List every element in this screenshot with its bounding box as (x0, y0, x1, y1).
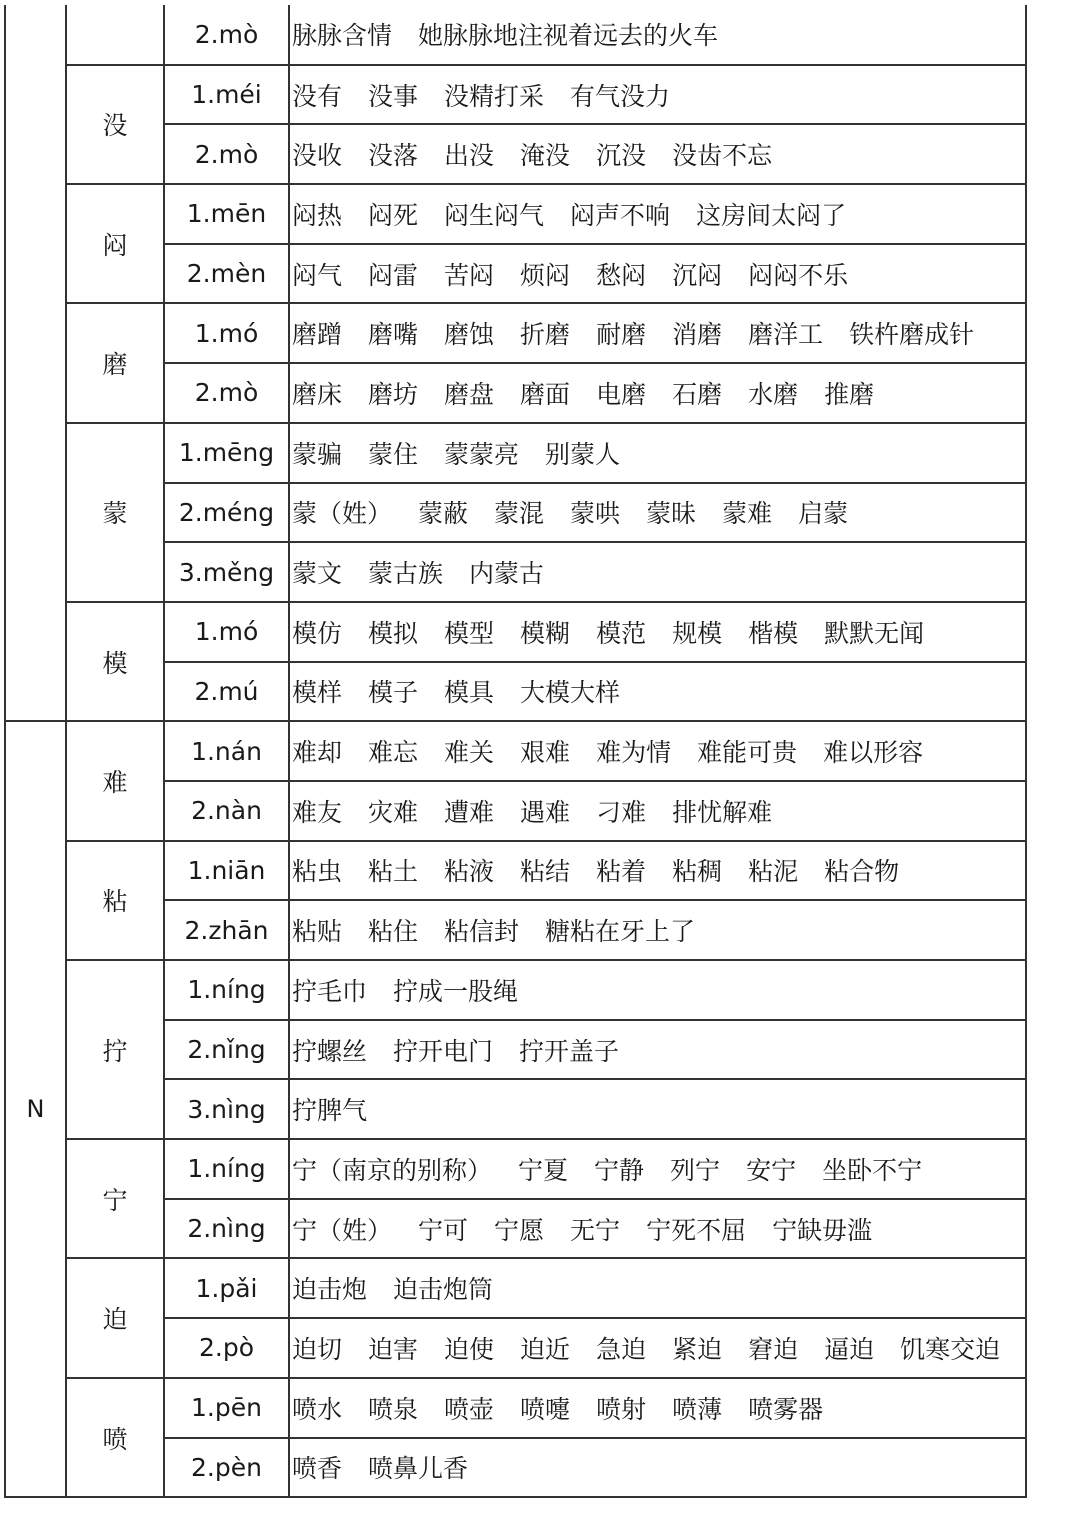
example-word: 喷嚏 (520, 1394, 571, 1424)
pinyin-reading: 3.nìng (164, 1079, 289, 1139)
example-words (289, 244, 1026, 304)
example-word: 粘虫 (292, 857, 343, 887)
pinyin-reading: 1.mēng (164, 423, 289, 483)
example-words (289, 542, 1026, 602)
example-word: 闷闷不乐 (748, 260, 849, 290)
example-word: 拧脾气 (292, 1096, 368, 1126)
example-word: 这房间太闷了 (696, 200, 847, 230)
example-word: 蒙骗 (292, 439, 343, 469)
example-words (289, 781, 1026, 841)
example-word: 迫害 (368, 1334, 419, 1364)
example-word: 粘泥 (748, 857, 799, 887)
pinyin-reading: 3.měng (164, 542, 289, 602)
polyphone-character: 粘 (66, 841, 164, 960)
example-word: 宁缺毋滥 (772, 1215, 873, 1245)
example-word: 愁闷 (596, 260, 647, 290)
example-words (289, 662, 1026, 722)
example-word: 蒙古族 (368, 559, 444, 589)
example-words (289, 1139, 1026, 1199)
example-word: 默默无闻 (824, 618, 925, 648)
example-word: 脉脉含情 (292, 21, 393, 51)
table-body (5, 5, 1026, 1497)
example-word: 粘信封 (444, 917, 520, 947)
example-word: 蒙住 (368, 439, 419, 469)
initial-letter: N (5, 721, 66, 1497)
example-word: 蒙（姓） (292, 499, 393, 529)
example-word: 模范 (596, 618, 647, 648)
example-words (289, 124, 1026, 184)
example-words (289, 1020, 1026, 1080)
example-word: 大模大样 (520, 678, 621, 708)
example-words (289, 5, 1026, 65)
example-word: 铁杵磨成针 (849, 320, 975, 350)
example-word: 无宁 (570, 1215, 621, 1245)
pinyin-reading: 2.zhān (164, 900, 289, 960)
example-word: 宁静 (594, 1155, 645, 1185)
example-word: 喷香 (292, 1454, 343, 1484)
polyphone-character: 难 (66, 721, 164, 840)
example-word: 苦闷 (444, 260, 495, 290)
example-word: 迫击炮筒 (393, 1275, 494, 1305)
example-words (289, 184, 1026, 244)
example-words (289, 1378, 1026, 1438)
table-row (5, 5, 1026, 65)
example-word: 难以形容 (823, 738, 924, 768)
polyphone-character: 迫 (66, 1258, 164, 1377)
pinyin-reading: 1.níng (164, 960, 289, 1020)
pinyin-reading: 2.mèn (164, 244, 289, 304)
polyphone-character: 拧 (66, 960, 164, 1139)
example-word: 她脉脉地注视着远去的火车 (418, 21, 719, 51)
example-word: 宁愿 (494, 1215, 545, 1245)
example-word: 模样 (292, 678, 343, 708)
example-word: 拧成一股绳 (393, 976, 519, 1006)
example-word: 有气没力 (570, 81, 671, 111)
table-row (5, 841, 1026, 901)
example-word: 蒙混 (494, 499, 545, 529)
example-word: 蒙蒙亮 (444, 439, 520, 469)
polyphone-character: 闷 (66, 184, 164, 303)
example-word: 模具 (444, 678, 495, 708)
pinyin-reading: 1.mó (164, 602, 289, 662)
example-word: 磨嘴 (368, 320, 419, 350)
polyphone-character (66, 5, 164, 65)
example-word: 迫使 (444, 1334, 495, 1364)
example-word: 消磨 (672, 320, 723, 350)
example-word: 淹没 (520, 141, 571, 171)
example-word: 内蒙古 (469, 559, 545, 589)
pinyin-reading: 2.nǐng (164, 1020, 289, 1080)
table-row (5, 423, 1026, 483)
table-row (5, 721, 1026, 781)
example-word: 模拟 (368, 618, 419, 648)
example-word: 蒙文 (292, 559, 343, 589)
table-row (5, 1378, 1026, 1438)
example-word: 模糊 (520, 618, 571, 648)
example-word: 没事 (368, 81, 419, 111)
example-word: 没齿不忘 (672, 141, 773, 171)
example-word: 难关 (444, 738, 495, 768)
example-word: 迫击炮 (292, 1275, 368, 1305)
polyphone-table (4, 5, 1027, 1498)
pinyin-reading: 1.nán (164, 721, 289, 781)
example-word: 模子 (368, 678, 419, 708)
polyphone-character: 宁 (66, 1139, 164, 1258)
table-row (5, 65, 1026, 125)
example-word: 安宁 (746, 1155, 797, 1185)
example-word: 粘结 (520, 857, 571, 887)
example-word: 宁可 (418, 1215, 469, 1245)
example-word: 电磨 (596, 379, 647, 409)
example-words (289, 900, 1026, 960)
example-word: 排忧解难 (672, 797, 773, 827)
example-word: 磨面 (520, 379, 571, 409)
example-word: 列宁 (670, 1155, 721, 1185)
example-word: 喷薄 (672, 1394, 723, 1424)
polyphone-character: 喷 (66, 1378, 164, 1497)
example-word: 磨盘 (444, 379, 495, 409)
example-words (289, 602, 1026, 662)
polyphone-character: 蒙 (66, 423, 164, 602)
example-word: 迫近 (520, 1334, 571, 1364)
example-word: 别蒙人 (545, 439, 621, 469)
example-word: 没落 (368, 141, 419, 171)
example-word: 磨蹭 (292, 320, 343, 350)
example-word: 没精打采 (444, 81, 545, 111)
example-word: 磨床 (292, 379, 343, 409)
example-word: 闷声不响 (570, 200, 671, 230)
example-words (289, 423, 1026, 483)
polyphone-character: 模 (66, 602, 164, 721)
example-word: 喷雾器 (748, 1394, 824, 1424)
example-words (289, 841, 1026, 901)
example-words (289, 1318, 1026, 1378)
example-word: 拧毛巾 (292, 976, 368, 1006)
example-word: 蒙蔽 (418, 499, 469, 529)
example-word: 难却 (292, 738, 343, 768)
example-word: 宁死不屈 (646, 1215, 747, 1245)
table-row (5, 1258, 1026, 1318)
example-word: 磨蚀 (444, 320, 495, 350)
example-word: 难友 (292, 797, 343, 827)
pinyin-reading: 2.pèn (164, 1438, 289, 1498)
pinyin-reading: 2.pò (164, 1318, 289, 1378)
example-word: 水磨 (748, 379, 799, 409)
example-word: 粘住 (368, 917, 419, 947)
table-row (5, 1139, 1026, 1199)
pinyin-reading: 1.mēn (164, 184, 289, 244)
pinyin-reading: 2.mò (164, 5, 289, 65)
example-words (289, 1258, 1026, 1318)
example-word: 拧螺丝 (292, 1036, 368, 1066)
example-word: 遭难 (444, 797, 495, 827)
example-word: 喷泉 (368, 1394, 419, 1424)
example-word: 喷射 (596, 1394, 647, 1424)
example-word: 粘贴 (292, 917, 343, 947)
example-words (289, 65, 1026, 125)
example-word: 出没 (444, 141, 495, 171)
example-word: 难忘 (368, 738, 419, 768)
example-words (289, 1199, 1026, 1259)
polyphone-character: 没 (66, 65, 164, 184)
pinyin-reading: 2.mò (164, 363, 289, 423)
example-word: 粘稠 (672, 857, 723, 887)
pinyin-reading: 1.níng (164, 1139, 289, 1199)
example-word: 闷热 (292, 200, 343, 230)
table-row (5, 303, 1026, 363)
table-row (5, 184, 1026, 244)
example-word: 闷死 (368, 200, 419, 230)
example-word: 磨坊 (368, 379, 419, 409)
example-word: 粘着 (596, 857, 647, 887)
example-word: 坐卧不宁 (822, 1155, 923, 1185)
example-word: 折磨 (520, 320, 571, 350)
example-word: 难为情 (596, 738, 672, 768)
example-word: 沉没 (596, 141, 647, 171)
pinyin-reading: 1.pǎi (164, 1258, 289, 1318)
example-word: 闷雷 (368, 260, 419, 290)
example-word: 喷水 (292, 1394, 343, 1424)
pinyin-reading: 2.nàn (164, 781, 289, 841)
example-word: 难能可贵 (697, 738, 798, 768)
example-word: 蒙难 (722, 499, 773, 529)
example-word: 蒙哄 (570, 499, 621, 529)
example-word: 粘土 (368, 857, 419, 887)
example-word: 糖粘在牙上了 (545, 917, 696, 947)
example-word: 闷气 (292, 260, 343, 290)
example-words (289, 303, 1026, 363)
example-words (289, 960, 1026, 1020)
example-word: 急迫 (596, 1334, 647, 1364)
example-word: 耐磨 (596, 320, 647, 350)
example-word: 粘合物 (824, 857, 900, 887)
example-word: 饥寒交迫 (900, 1334, 1001, 1364)
pinyin-reading: 2.mú (164, 662, 289, 722)
example-word: 拧开盖子 (519, 1036, 620, 1066)
example-word: 宁（南京的别称） (292, 1155, 493, 1185)
pinyin-reading: 2.méng (164, 483, 289, 543)
example-words (289, 1438, 1026, 1498)
example-word: 规模 (672, 618, 723, 648)
example-words (289, 483, 1026, 543)
pinyin-reading: 1.méi (164, 65, 289, 125)
table-row (5, 602, 1026, 662)
example-word: 楷模 (748, 618, 799, 648)
pinyin-reading: 1.niān (164, 841, 289, 901)
example-word: 迫切 (292, 1334, 343, 1364)
example-words (289, 1079, 1026, 1139)
example-word: 模型 (444, 618, 495, 648)
example-word: 蒙昧 (646, 499, 697, 529)
example-word: 灾难 (368, 797, 419, 827)
example-word: 推磨 (824, 379, 875, 409)
initial-letter (5, 5, 66, 721)
example-words (289, 363, 1026, 423)
example-word: 沉闷 (672, 260, 723, 290)
example-word: 拧开电门 (393, 1036, 494, 1066)
example-word: 宁夏 (518, 1155, 569, 1185)
example-word: 喷鼻儿香 (368, 1454, 469, 1484)
pinyin-reading: 2.mò (164, 124, 289, 184)
example-word: 窘迫 (748, 1334, 799, 1364)
example-word: 没收 (292, 141, 343, 171)
example-word: 石磨 (672, 379, 723, 409)
example-word: 艰难 (520, 738, 571, 768)
pinyin-reading: 2.nìng (164, 1199, 289, 1259)
example-word: 刁难 (596, 797, 647, 827)
example-word: 烦闷 (520, 260, 571, 290)
example-word: 磨洋工 (748, 320, 824, 350)
example-word: 喷壶 (444, 1394, 495, 1424)
example-word: 没有 (292, 81, 343, 111)
pinyin-reading: 1.pēn (164, 1378, 289, 1438)
pinyin-reading: 1.mó (164, 303, 289, 363)
example-word: 紧迫 (672, 1334, 723, 1364)
example-word: 模仿 (292, 618, 343, 648)
example-word: 粘液 (444, 857, 495, 887)
example-words (289, 721, 1026, 781)
example-word: 宁（姓） (292, 1215, 393, 1245)
example-word: 启蒙 (798, 499, 849, 529)
polyphone-character: 磨 (66, 303, 164, 422)
table-row (5, 960, 1026, 1020)
example-word: 逼迫 (824, 1334, 875, 1364)
example-word: 遇难 (520, 797, 571, 827)
example-word: 闷生闷气 (444, 200, 545, 230)
